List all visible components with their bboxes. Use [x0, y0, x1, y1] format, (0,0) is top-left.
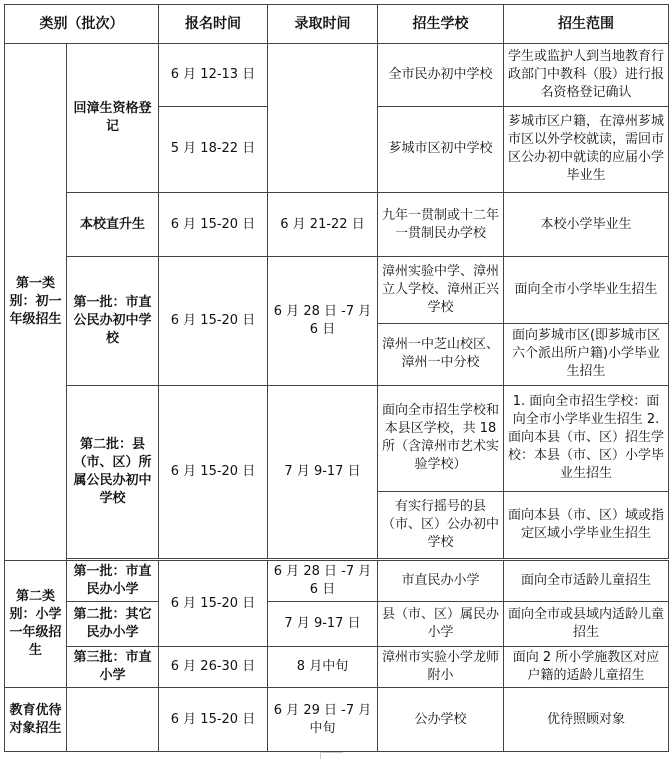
return-admission-time: [268, 43, 378, 192]
primary-batch-1-admission-time: 6 月 28 日 -7 月 6 日: [268, 561, 378, 602]
primary-batch-3-admission-time: 8 月中旬: [268, 647, 378, 688]
direct-promotion-label: 本校直升生: [67, 192, 159, 257]
batch-1-label: 第一批：市直公民办初中学校: [67, 257, 159, 385]
batch-2-school-1: 面向全市招生学校和本县区学校，共 18 所（含漳州市艺术实验学校）: [378, 385, 504, 492]
return-reg-time-2: 5 月 18-22 日: [159, 106, 268, 192]
primary-batch-2-admission-time: 7 月 9-17 日: [268, 602, 378, 647]
header-category: 类别（批次）: [5, 5, 159, 44]
primary-batch-3-school: 漳州市实验小学龙师附小: [378, 647, 504, 688]
direct-promotion-reg-time: 6 月 15-20 日: [159, 192, 268, 257]
primary-batch-1-scope: 面向全市适龄儿童招生: [504, 561, 669, 602]
category-1-label: 第一类别：初一年级招生: [5, 43, 67, 560]
return-school-2: 芗城市区初中学校: [378, 106, 504, 192]
primary-batch-1-label: 第一批：市直民办小学: [67, 561, 159, 602]
category-2-label: 第二类别：小学一年级招生: [5, 561, 67, 688]
batch-1-school-1: 漳州实验中学、漳州立人学校、漳州正兴学校: [378, 257, 504, 324]
primary-batch-2-school: 县（市、区）属民办小学: [378, 602, 504, 647]
category-3-reg-time: 6 月 15-20 日: [159, 688, 268, 752]
return-school-1: 全市民办初中学校: [378, 43, 504, 106]
return-scope-1: 学生或监护人到当地教育行政部门中教科（股）进行报名资格登记确认: [504, 43, 669, 106]
batch-1-school-2: 漳州一中芝山校区、漳州一中分校: [378, 324, 504, 386]
batch-2-scope-2: 面向本县（市、区）域或指定区域小学毕业生招生: [504, 492, 669, 559]
category-3-school: 公办学校: [378, 688, 504, 752]
header-registration-time: 报名时间: [159, 5, 268, 44]
batch-1-reg-time: 6 月 15-20 日: [159, 257, 268, 385]
direct-promotion-admission-time: 6 月 21-22 日: [268, 192, 378, 257]
header-admission-time: 录取时间: [268, 5, 378, 44]
category-3-label: 教育优待对象招生: [5, 688, 67, 752]
primary-batch-2-scope: 面向全市或县域内适龄儿童招生: [504, 602, 669, 647]
primary-batch-2-label: 第二批：其它民办小学: [67, 602, 159, 647]
primary-reg-time-1-2: 6 月 15-20 日: [159, 561, 268, 647]
admission-schedule-table: [4, 4, 669, 752]
direct-promotion-school: 九年一贯制或十二年一贯制民办学校: [378, 192, 504, 257]
batch-2-label: 第二批：县（市、区）所属公民办初中学校: [67, 385, 159, 558]
primary-batch-1-school: 市直民办小学: [378, 561, 504, 602]
header-scope: 招生范围: [504, 5, 669, 44]
return-reg-time-1: 6 月 12-13 日: [159, 43, 268, 106]
batch-1-scope-2: 面向芗城市区(即芗城市区六个派出所户籍)小学毕业生招生: [504, 324, 669, 386]
category-3-admission-time: 6 月 29 日 -7 月中旬: [268, 688, 378, 752]
batch-2-school-2: 有实行摇号的县（市、区）公办初中学校: [378, 492, 504, 559]
batch-2-reg-time: 6 月 15-20 日: [159, 385, 268, 558]
category-3-scope: 优待照顾对象: [504, 688, 669, 752]
category-3-empty: [67, 688, 159, 752]
return-scope-2: 芗城市区户籍，在漳州芗城市区以外学校就读，需回市区公办初中就读的应届小学毕业生: [504, 106, 669, 192]
primary-batch-3-scope: 面向 2 所小学施教区对应户籍的适龄儿童招生: [504, 647, 669, 688]
batch-1-admission-time: 6 月 28 日 -7 月 6 日: [268, 257, 378, 385]
batch-2-scope-1: 1. 面向全市招生学校：面向全市小学毕业生招生 2. 面向本县（市、区）招生学校：本县（市、区）小学毕业生招生: [504, 385, 669, 492]
batch-1-scope-1: 面向全市小学毕业生招生: [504, 257, 669, 324]
primary-batch-3-label: 第三批：市直小学: [67, 647, 159, 688]
batch-2-admission-time: 7 月 9-17 日: [268, 385, 378, 558]
return-registration-label: 回漳生资格登记: [67, 43, 159, 192]
primary-batch-3-reg-time: 6 月 26-30 日: [159, 647, 268, 688]
header-school: 招生学校: [378, 5, 504, 44]
direct-promotion-scope: 本校小学毕业生: [504, 192, 669, 257]
